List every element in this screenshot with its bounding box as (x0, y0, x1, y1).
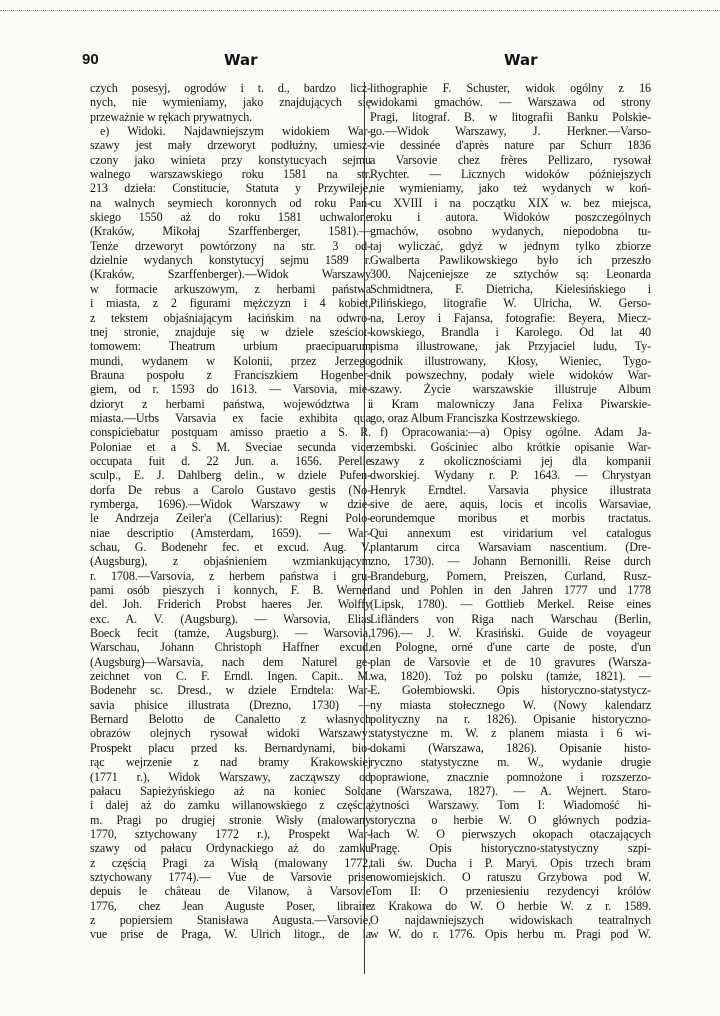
text-line: 1776, chez Jean Auguste Poser, libraire (90, 898, 371, 913)
text-line: Tenże drzeworyt powtórzony na str. 3 od- (90, 238, 371, 253)
text-line: kowskiego, Brandla i Karolego. Od lat 40 (370, 324, 651, 339)
text-line: Pilińskiego, litografie W. Ulricha, W. Gerso- (370, 296, 651, 311)
text-line: O najdawniejszych widowiskach teatralnych (370, 912, 651, 927)
text-line: occupata fuit d. 22 Jun. a. 1656. Perelle (90, 453, 371, 468)
text-line: Bernard Belotto de Canaletto z własnych (90, 712, 371, 727)
text-column-left (90, 81, 371, 942)
text-line: widokami gmachów. — Warszawa od strony (370, 95, 651, 110)
text-line: z Krakowa do W. O herbie W. z r. 1589. (370, 898, 651, 913)
text-line: Schmidtnera, F. Dietricha, Kielesińskiego i (370, 281, 651, 296)
running-head-right: War (504, 51, 538, 69)
text-line: i miasta, z 2 figurami mężczyzn i 4 kobiet, (90, 296, 371, 311)
text-line: poprawione, znacznie pomnożone i rozszerzo- (370, 769, 651, 784)
text-line: taj wyliczać, gdyż w jednym tylko zbiorze (370, 238, 651, 253)
text-line: giem, od r. 1593 do 1613. — Varsovia, mie- (90, 382, 371, 397)
text-line: (Augsburg)—Warsavia, nach dem Naturel ge- (90, 654, 371, 669)
text-line: z częścią Pragi za Wisłą (malowany 1772, (90, 855, 371, 870)
text-line: Boeck fecit (tamże, Augsburg). — Warsovia, (90, 626, 371, 641)
text-line: vie dessinée d'après nature par Schurr 1836 (370, 138, 651, 153)
text-line: czony jako winieta przy konstytucyach sejmu (90, 152, 371, 167)
text-line: Bodenehr sc. Dresd., w dziele Erndtela: War- (90, 683, 371, 698)
text-line: vue prise de Praga, W. Ulrich litogr., de la (90, 927, 371, 942)
text-line: conspiciebatur postquam amisso praetio a S. R. (90, 425, 371, 440)
text-line: mundi, wydanem w Kolonii, przez Jerzego (90, 353, 371, 368)
text-line: del. Joh. Friderich Probst haeres Jer. Wolffy (90, 597, 371, 612)
text-line: r. 1708.—Varsovia, z herbem państwa i gru- (90, 568, 371, 583)
text-line: miasta.—Urbs Varsavia ex facie exhibita qua (90, 410, 371, 425)
text-line: tali św. Ducha i P. Maryi. Opis trzech bram (370, 855, 651, 870)
text-line: godnik illustrowany, Kłosy, Wieniec, Tygo- (370, 353, 651, 368)
text-line: szawy od pałacu Ordynackiego aż do zamku (90, 841, 371, 856)
text-line: z popiersiem Stanisława Augusta.—Varsovie, (90, 912, 371, 927)
text-line: przeważnie w rękach prywatnych. (90, 109, 253, 124)
text-line: łach W. O pierwszych okopach otaczających (370, 826, 651, 841)
text-line: Pragi, litograf. B. w litografii Banku Polskie- (370, 109, 651, 124)
text-line: i Kram malowniczy Jana Felixa Piwarskie- (370, 396, 651, 411)
text-line: żytności Warszawy. Tom I: Wiadomość hi- (370, 798, 651, 813)
text-line: storyczna o herbie W. O głównych podzia- (370, 812, 651, 827)
text-line: tnej stronie, znajduje się w dziele sześciot- (90, 324, 371, 339)
text-line: szawy z okolicznościami jej dla kompanii (370, 453, 651, 468)
text-line: 213 dzieła: Constitucie, Statuta y Przywileje, (90, 181, 371, 196)
text-line: dnik powszechny, podały wiele widoków War- (370, 367, 651, 382)
text-line: skiego 1550 aż do roku 1581 uchwalone (90, 210, 371, 225)
text-line: savia phisice illustrata (Drezno, 1730) — (90, 697, 371, 712)
text-line: plantarum circa Warsaviam nascentium. (Dre- (370, 540, 651, 554)
text-line: Tom II: O przeniesieniu rezydencyi królów (370, 884, 651, 899)
text-line: nych, nie wymieniamy, jako znajdujących się (90, 95, 371, 110)
text-line: 300. Najceniejsze ze sztychów są: Leonarda (370, 267, 651, 282)
text-line: ny miasta stołecznego W. (Nowy kalendarz (370, 697, 651, 712)
top-dotted-rule (0, 10, 720, 11)
text-line: pałacu Sapieżyńskiego aż na koniec Solca (90, 783, 371, 798)
text-line: (Lipsk, 1780). — Gottlieb Merkel. Reise eines (370, 597, 651, 612)
text-line: pami osób pieszych i konnych, F. B. Werner (90, 583, 371, 598)
text-line: statystyczne m. W. z planem miasta i 6 wi- (370, 726, 651, 741)
text-line: (Kraków, Szarffenberger).—Widok Warszawy (90, 267, 371, 282)
text-line: zno, 1730). — Johann Bernonilli. Reise durch (370, 554, 651, 569)
text-line: lithographie F. Schuster, widok ogólny z 16 (370, 81, 651, 95)
text-line: Qui annexum est viridarium vel catalogus (370, 525, 651, 540)
text-line: le Andrzeja Zeiler'a (Cellarius): Regni Polo- (90, 511, 371, 526)
page-number: 90 (82, 51, 99, 68)
text-line: sztychowany 1774).— Vue de Varsovie prise (90, 869, 371, 884)
text-line: Lifländers von Riga nach Warschau (Berlin, (370, 611, 651, 626)
text-line: Pragę. Opis historyczno-statystyczny szpi- (370, 841, 651, 856)
text-line: depuis le château de Vilanow, à Varsovie (90, 884, 371, 899)
text-line: czych posesyj, ogrodów i t. d., bardzo licz- (90, 81, 371, 95)
text-line: go, oraz Album Franciszka Kostrzewskiego. (370, 410, 581, 425)
text-line: walnego warszawskiego roku 1581 na str. (90, 167, 371, 182)
text-line: e) Widoki. Najdawniejszym widokiem War- (100, 124, 371, 139)
text-line: en Pologne, orné d'une carte de poste, d'un (370, 640, 651, 655)
text-line: w formacie arkuszowym, z herbami państwa (90, 281, 371, 296)
text-line: sive de aere, aquis, locis et incolis Warsaviae, (370, 496, 651, 511)
text-line: polityczny na r. 1826). Opisanie historyczno- (370, 712, 651, 727)
text-line: w W. do r. 1776. Opis herbu m. Pragi pod W. (370, 927, 651, 942)
text-line: exc. A. V. (Augsburg). — Warsovia, Elias (90, 611, 371, 626)
text-line: ryczno statystyczne m. W., wydanie drugie (370, 755, 651, 770)
text-line: m. Pragi po drugiej stronie Wisły (malowany (90, 812, 371, 827)
text-line: land und Pohlen in den Jahren 1777 und 1778 (370, 583, 651, 598)
text-line: a Varsovie chez frères Pellizaro, rysował (370, 152, 651, 167)
text-line: dokami (Warszawa, 1826). Opisanie histo- (370, 740, 651, 755)
text-line: wa, 1820). Toż po polsku (tamże, 1821). — (370, 669, 651, 684)
column-divider (364, 82, 365, 974)
text-line: Warschau, Johann Christoph Haffner excud. (90, 640, 371, 655)
text-line: 1770, sztychowany 1772 r.), Prospekt War- (90, 826, 371, 841)
text-line: f) Opracowania:—a) Opisy ogólne. Adam Ja- (380, 425, 651, 440)
text-line: sculp., E. J. Dahlberg delin., w dziele Pufen- (90, 468, 371, 483)
text-line: Poloniae et a S. M. Sveciae secunda vice (90, 439, 371, 454)
text-line: tomowem: Theatrum urbium praecipuarum (90, 339, 371, 354)
text-line: rymberga, 1696).—Widok Warszawy w dzie- (90, 496, 371, 511)
text-line: Rychter. — Licznych widoków późniejszych (370, 167, 651, 182)
text-line: go.—Widok Warszawy, J. Herkner.—Varso- (370, 124, 651, 139)
text-line: pisma illustrowane, jak Przyjaciel ludu, Ty- (370, 339, 651, 354)
text-line: E. Gołembiowski. Opis historyczno-statystycz- (370, 683, 651, 698)
text-line: (Augsburg), z objaśnieniem wzmiankującym (90, 554, 371, 569)
text-line: szawy jest mały drzeworyt podłużny, umiesz- (90, 138, 371, 153)
text-line: i dalej aż do zamku willanowskiego z częścią (90, 798, 371, 813)
text-line: nowomiejskich. O ratuszu Grzybowa pod W. (370, 869, 651, 884)
running-head-left: War (224, 51, 258, 69)
text-line: Brandeburg, Pomern, Preiszen, Curland, Rusz- (370, 568, 651, 583)
text-column-right (370, 81, 651, 942)
text-line: zeichnet von C. F. Erndl. Ingen. Capit.. M. (90, 669, 371, 684)
text-line: eorundemque moribus et morbis tractatus. (370, 511, 651, 526)
text-line: cu XVIII i na początku XIX w. bez miejsca, (370, 195, 651, 210)
text-line: Prospekt placu przed ks. Bernardynami, bio- (90, 740, 371, 755)
text-line: szawy. Życie warszawskie illustruje Album (370, 382, 651, 397)
text-line: rzembski. Gościniec albo krótkie opisanie War- (370, 439, 651, 454)
text-line: na, Leroy i Fajansa, fotografie: Beyera, Miecz- (370, 310, 651, 325)
text-line: dzioryt z herbami państwa, województwa i (90, 396, 371, 411)
text-line: dworskiej. Wydany r. P. 1643. — Chrystyan (370, 468, 651, 483)
text-line: plan de Varsovie et de 10 gravures (Warsza- (370, 654, 651, 669)
text-line: na walnych seymiech koronnych od roku Pań- (90, 195, 371, 210)
text-line: dzielnie wydanych konstytucyj sejmu 1589 r. (90, 253, 371, 268)
text-line: niae descriptio (Amsterdam, 1659). — War- (90, 525, 371, 540)
text-line: schau, G. Bodenehr fec. et excud. Aug. V. (90, 540, 371, 554)
text-line: rąc wejrzenie z nad bramy Krakowskiej (90, 755, 371, 770)
text-line: roku i autora. Widoków poszczególnych (370, 210, 651, 225)
text-line: obrazów olejnych rysował widoki Warszawy: (90, 726, 371, 741)
text-line: Henryk Erndtel. Varsavia physice illustrata (370, 482, 651, 497)
text-line: Brauna pospołu z Franciszkiem Hogenber- (90, 367, 371, 382)
text-line: dorfa De rebus a Carolo Gustavo gestis (No- (90, 482, 371, 497)
text-line: z tekstem objaśniającym łacińskim na odwro- (90, 310, 371, 325)
text-line: ne (Warszawa, 1827). — A. Wejnert. Staro- (370, 783, 651, 798)
text-line: (Kraków, Mikołaj Szarffenberger, 1581).— (90, 224, 371, 239)
text-line: 1796).— J. W. Krasiński. Guide de voyageur (370, 626, 651, 641)
text-line: gmachów, osobno wydanych, niepodobna tu- (370, 224, 651, 239)
text-line: Gwalberta Pawlikowskiego było ich przeszło (370, 253, 651, 268)
text-line: nie wymieniamy, jako też wydanych w koń- (370, 181, 651, 196)
text-line: (1771 r.), Widok Warszawy, zacząwszy od (90, 769, 371, 784)
